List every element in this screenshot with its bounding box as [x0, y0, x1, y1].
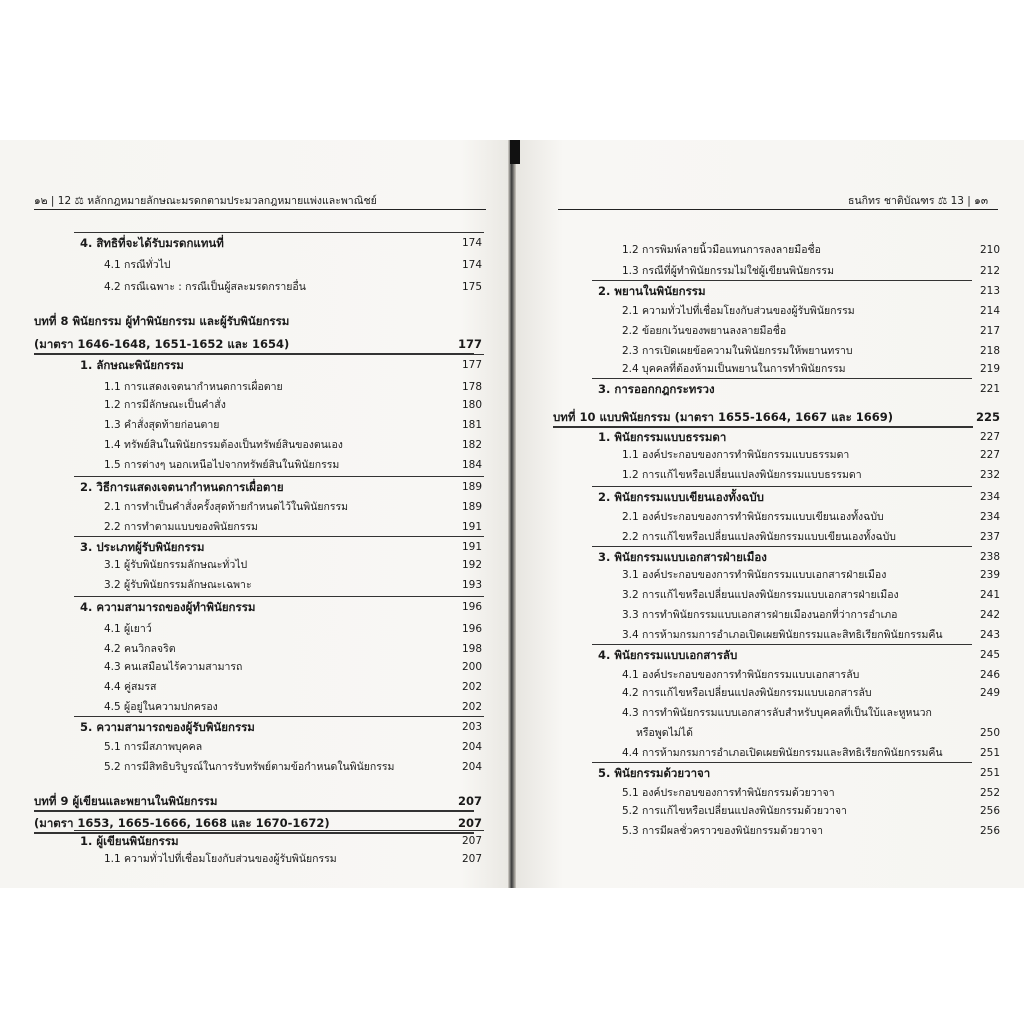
left-toc-entry-page: 189 [461, 481, 482, 493]
left-toc-entry-label: 1.1 การแสดงเจตนากำหนดการเผื่อตาย [104, 381, 283, 393]
right-toc-entry-page: 256 [979, 805, 1000, 817]
left-toc-entry-page: 177 [457, 337, 482, 351]
right-toc-entry-page: 243 [979, 629, 1000, 641]
right-section-underline [592, 546, 972, 547]
right-toc-entry-label: 5.1 องค์ประกอบของการทำพินัยกรรมด้วยวาจา [622, 787, 835, 799]
left-toc-entry-page: 184 [461, 459, 482, 471]
right-toc-entry-label: 2.4 บุคคลที่ต้องห้ามเป็นพยานในการทำพินัยกรรม [622, 363, 846, 375]
right-toc-entry-label: 1.2 การพิมพ์ลายนิ้วมือแทนการลงลายมือชื่อ [622, 244, 821, 256]
right-toc-entry-page: 238 [979, 551, 1000, 563]
left-page-header: ๑๒ | 12 ⚖ หลักกฎหมายลักษณะมรดกตามประมวลกฎหมายแพ่งและพาณิชย์ [34, 195, 377, 207]
right-section-underline [592, 644, 972, 645]
left-toc-entry-page: 196 [461, 623, 482, 635]
left-toc-entry-label: 2.2 การทำตามแบบของพินัยกรรม [104, 521, 258, 533]
left-toc-entry-page: 204 [461, 741, 482, 753]
right-toc-entry-label: 4.3 การทำพินัยกรรมแบบเอกสารลับสำหรับบุคคลที่เป็นใบ้และหูหนวก [622, 707, 932, 719]
left-toc-entry-page: 174 [461, 237, 482, 249]
right-section-underline [592, 426, 972, 427]
left-section-underline [74, 476, 484, 477]
left-toc-entry-page: 177 [461, 359, 482, 371]
right-toc-entry-label: 1. พินัยกรรมแบบธรรมดา [598, 430, 727, 444]
left-toc-entry-label: 4.1 ผู้เยาว์ [104, 623, 152, 635]
right-toc-entry-page: 234 [979, 511, 1000, 523]
right-toc-entry-label: 3. พินัยกรรมแบบเอกสารฝ่ายเมือง [598, 550, 767, 564]
left-toc-entry-page: 202 [461, 681, 482, 693]
left-toc-entry-page: 189 [461, 501, 482, 513]
left-toc-entry-label: 1.5 การต่างๆ นอกเหนือไปจากทรัพย์สินในพินัยกรรม [104, 459, 340, 471]
left-toc-entry-page: 174 [461, 259, 482, 271]
left-toc-entry-label: 1.3 คำสั่งสุดท้ายก่อนตาย [104, 419, 220, 431]
right-toc-entry-label: 2.3 การเปิดเผยข้อความในพินัยกรรมให้พยานทราบ [622, 345, 853, 357]
right-section-underline [592, 378, 972, 379]
right-toc-entry-label: 3.2 การแก้ไขหรือเปลี่ยนแปลงพินัยกรรมแบบเอกสารฝ่ายเมือง [622, 589, 899, 601]
right-toc-entry-label: 4.2 การแก้ไขหรือเปลี่ยนแปลงพินัยกรรมแบบเอกสารลับ [622, 687, 872, 699]
right-toc-entry-label: 2.2 ข้อยกเว้นของพยานลงลายมือชื่อ [622, 325, 787, 337]
left-toc-entry-page: 203 [461, 721, 482, 733]
right-toc-entry-label: 2.1 องค์ประกอบของการทำพินัยกรรมแบบเขียนเองทั้งฉบับ [622, 511, 884, 523]
left-toc-entry-page: 191 [461, 521, 482, 533]
right-section-underline [592, 762, 972, 763]
right-section-underline [592, 280, 972, 281]
right-toc-entry-page: 241 [979, 589, 1000, 601]
left-toc-entry-page: 192 [461, 559, 482, 571]
right-toc-entry-page: 252 [979, 787, 1000, 799]
left-toc-entry-label: 4.1 กรณีทั่วไป [104, 259, 171, 271]
right-toc-entry-page: 256 [979, 825, 1000, 837]
left-section-underline [74, 830, 484, 831]
left-chapter-underline [34, 810, 474, 812]
right-toc-entry-label: 2. พยานในพินัยกรรม [598, 284, 706, 298]
left-toc-entry-label: 1.2 การมีลักษณะเป็นคำสั่ง [104, 399, 226, 411]
right-toc-entry-page: 237 [979, 531, 1000, 543]
right-toc-entry-label: 5.2 การแก้ไขหรือเปลี่ยนแปลงพินัยกรรมด้วยวาจา [622, 805, 847, 817]
left-toc-entry-label: 4.2 กรณีเฉพาะ : กรณีเป็นผู้สละมรดกรายอื่น [104, 281, 306, 293]
right-page-header: ธนกิทร ชาติบัณฑร ⚖ 13 | ๑๓ [848, 195, 988, 207]
left-toc-entry-page: 181 [461, 419, 482, 431]
right-toc-entry-page: 250 [979, 727, 1000, 739]
right-toc-entry-label: หรือพูดไม่ได้ [636, 727, 693, 739]
right-toc-entry-label: 3. การออกกฎกระทรวง [598, 382, 715, 396]
left-toc-entry-label: 3. ประเภทผู้รับพินัยกรรม [80, 540, 205, 554]
right-toc-entry-label: 2. พินัยกรรมแบบเขียนเองทั้งฉบับ [598, 490, 764, 504]
left-toc-entry-page: 175 [461, 281, 482, 293]
right-toc-entry-page: 251 [979, 767, 1000, 779]
left-section-underline [74, 596, 484, 597]
right-toc-entry-page: 218 [979, 345, 1000, 357]
right-toc-entry-page: 212 [979, 265, 1000, 277]
right-toc-entry-label: 1.1 องค์ประกอบของการทำพินัยกรรมแบบธรรมดา [622, 449, 850, 461]
left-toc-entry-page: 204 [461, 761, 482, 773]
left-header-rule [34, 209, 486, 210]
left-toc-entry-page: 196 [461, 601, 482, 613]
left-toc-entry-label: 4.3 คนเสมือนไร้ความสามารถ [104, 661, 243, 673]
right-section-underline [592, 486, 972, 487]
left-toc-entry-label: 1.4 ทรัพย์สินในพินัยกรรมต้องเป็นทรัพย์สินของตนเอง [104, 439, 343, 451]
right-toc-entry-label: 4.1 องค์ประกอบของการทำพินัยกรรมแบบเอกสารลับ [622, 669, 860, 681]
right-header-rule [558, 209, 998, 210]
left-toc-entry-label: บทที่ 9 ผู้เขียนและพยานในพินัยกรรม [34, 794, 218, 808]
right-toc-entry-label: 1.3 กรณีที่ผู้ทำพินัยกรรมไม่ใช่ผู้เขียนพินัยกรรม [622, 265, 834, 277]
left-section-underline [74, 354, 484, 355]
left-toc-entry-page: 180 [461, 399, 482, 411]
right-toc-entry-page: 221 [979, 383, 1000, 395]
left-toc-entry-page: 207 [461, 853, 482, 865]
right-toc-entry-label: 1.2 การแก้ไขหรือเปลี่ยนแปลงพินัยกรรมแบบธรรมดา [622, 469, 862, 481]
right-toc-entry-page: 245 [979, 649, 1000, 661]
left-toc-entry-label: บทที่ 8 พินัยกรรม ผู้ทำพินัยกรรม และผู้รับพินัยกรรม [34, 314, 290, 328]
left-toc-entry-label: (มาตรา 1653, 1665-1666, 1668 และ 1670-1672) [34, 816, 330, 830]
right-toc-entry-page: 227 [979, 431, 1000, 443]
left-toc-entry-label: 1. ผู้เขียนพินัยกรรม [80, 834, 179, 848]
right-toc-entry-page: 251 [979, 747, 1000, 759]
right-toc-entry-label: 3.1 องค์ประกอบของการทำพินัยกรรมแบบเอกสารฝ่ายเมือง [622, 569, 887, 581]
left-toc-entry-page: 178 [461, 381, 482, 393]
right-toc-entry-label: 3.3 การทำพินัยกรรมแบบเอกสารฝ่ายเมืองนอกที่ว่าการอำเภอ [622, 609, 898, 621]
right-toc-entry-page: 249 [979, 687, 1000, 699]
right-toc-entry-page: 210 [979, 244, 1000, 256]
left-toc-entry-label: 3.1 ผู้รับพินัยกรรมลักษณะทั่วไป [104, 559, 248, 571]
left-toc-entry-label: 1.1 ความทั่วไปที่เชื่อมโยงกับส่วนของผู้รับพินัยกรรม [104, 853, 337, 865]
left-toc-entry-page: 202 [461, 701, 482, 713]
right-toc-entry-label: 4. พินัยกรรมแบบเอกสารลับ [598, 648, 738, 662]
right-toc-entry-page: 234 [979, 491, 1000, 503]
left-toc-entry-label: 4.2 คนวิกลจริต [104, 643, 176, 655]
right-toc-entry-page: 217 [979, 325, 1000, 337]
right-toc-entry-label: 4.4 การห้ามกรมการอำเภอเปิดเผยพินัยกรรมและสิทธิเรียกพินัยกรรมคืน [622, 747, 943, 759]
left-toc-entry-label: 4. สิทธิที่จะได้รับมรดกแทนที่ [80, 236, 224, 250]
left-toc-entry-label: 2.1 การทำเป็นคำสั่งครั้งสุดท้ายกำหนดไว้ในพินัยกรรม [104, 501, 349, 513]
spine-shadow [510, 140, 520, 164]
book-spine [508, 140, 516, 888]
right-toc-entry-label: 2.2 การแก้ไขหรือเปลี่ยนแปลงพินัยกรรมแบบเขียนเองทั้งฉบับ [622, 531, 896, 543]
right-toc-entry-page: 225 [975, 410, 1000, 424]
right-toc-entry-page: 213 [979, 285, 1000, 297]
right-toc-entry-page: 232 [979, 469, 1000, 481]
left-toc-entry-label: 1. ลักษณะพินัยกรรม [80, 358, 184, 372]
right-toc-entry-label: บทที่ 10 แบบพินัยกรรม (มาตรา 1655-1664, 1667 และ 1669) [553, 410, 894, 424]
right-toc-entry-page: 239 [979, 569, 1000, 581]
left-toc-entry-page: 198 [461, 643, 482, 655]
left-toc-entry-page: 182 [461, 439, 482, 451]
left-toc-entry-page: 207 [457, 794, 482, 808]
left-toc-entry-label: 4.4 คู่สมรส [104, 681, 157, 693]
left-toc-entry-label: (มาตรา 1646-1648, 1651-1652 และ 1654) [34, 337, 290, 351]
right-toc-entry-page: 214 [979, 305, 1000, 317]
right-toc-entry-label: 3.4 การห้ามกรมการอำเภอเปิดเผยพินัยกรรมและสิทธิเรียกพินัยกรรมคืน [622, 629, 943, 641]
left-toc-entry-label: 2. วิธีการแสดงเจตนากำหนดการเผื่อตาย [80, 480, 284, 494]
left-toc-entry-page: 207 [461, 835, 482, 847]
left-toc-entry-page: 191 [461, 541, 482, 553]
left-toc-entry-page: 207 [457, 816, 482, 830]
left-toc-entry-label: 4.5 ผู้อยู่ในความปกครอง [104, 701, 218, 713]
left-toc-entry-label: 5.2 การมีสิทธิบริบูรณ์ในการรับทรัพย์ตามข้อกำหนดในพินัยกรรม [104, 761, 395, 773]
right-toc-entry-page: 242 [979, 609, 1000, 621]
left-section-underline [74, 536, 484, 537]
right-toc-entry-page: 246 [979, 669, 1000, 681]
left-section-underline [74, 716, 484, 717]
right-toc-entry-label: 2.1 ความทั่วไปที่เชื่อมโยงกับส่วนของผู้รับพินัยกรรม [622, 305, 855, 317]
left-toc-entry-page: 200 [461, 661, 482, 673]
left-page [0, 140, 512, 888]
right-toc-entry-page: 227 [979, 449, 1000, 461]
left-section-underline [74, 232, 484, 233]
right-toc-entry-page: 219 [979, 363, 1000, 375]
left-toc-entry-label: 3.2 ผู้รับพินัยกรรมลักษณะเฉพาะ [104, 579, 252, 591]
left-toc-entry-label: 4. ความสามารถของผู้ทำพินัยกรรม [80, 600, 256, 614]
right-toc-entry-label: 5.3 การมีผลชั่วคราวของพินัยกรรมด้วยวาจา [622, 825, 824, 837]
right-toc-entry-label: 5. พินัยกรรมด้วยวาจา [598, 766, 711, 780]
left-toc-entry-label: 5. ความสามารถของผู้รับพินัยกรรม [80, 720, 255, 734]
left-toc-entry-page: 193 [461, 579, 482, 591]
left-toc-entry-label: 5.1 การมีสภาพบุคคล [104, 741, 203, 753]
